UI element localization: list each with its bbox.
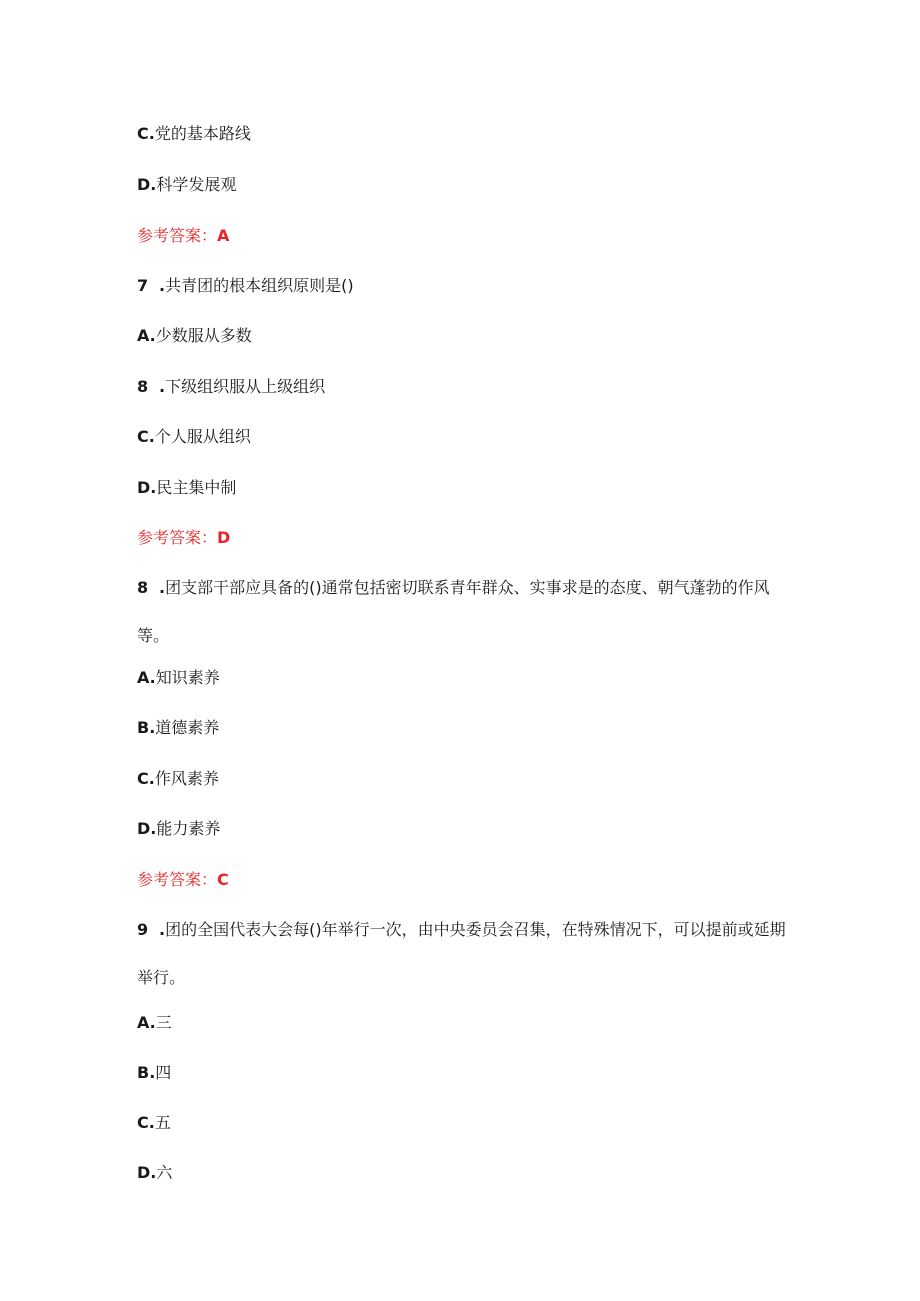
- option-text: 四: [155, 1063, 172, 1082]
- option-b-misnumbered: [137, 375, 325, 399]
- option-text: 五: [154, 1113, 171, 1132]
- option-d: [137, 476, 236, 500]
- option-dot: .: [159, 377, 166, 396]
- option-label: D.: [137, 1163, 157, 1182]
- option-label: C.: [137, 124, 155, 143]
- question-text: 团支部干部应具备的()通常包括密切联系青年群众、实事求是的态度、朝气蓬勃的作风等。: [137, 578, 770, 645]
- option-a: [137, 1011, 172, 1035]
- option-text: 能力素养: [156, 819, 221, 838]
- option-text: 少数服从多数: [155, 326, 252, 345]
- option-label: A.: [137, 1013, 156, 1032]
- question-number: 7: [137, 276, 149, 295]
- option-text: 个人服从组织: [154, 427, 251, 446]
- question-number: 8: [137, 578, 149, 597]
- question-dot: .: [159, 920, 166, 939]
- option-text: 科学发展观: [156, 175, 237, 194]
- option-text: 作风素养: [154, 769, 219, 788]
- answer-prefix: 参考答案：: [137, 528, 218, 547]
- option-b: [137, 716, 219, 740]
- question-text: 共青团的根本组织原则是(): [165, 276, 354, 295]
- option-label: C.: [137, 427, 155, 446]
- option-label: D.: [137, 819, 157, 838]
- answer-prefix: 参考答案：: [137, 870, 218, 889]
- option-label: C.: [137, 769, 155, 788]
- reference-answer: [137, 526, 230, 550]
- option-d: [137, 1161, 172, 1185]
- option-number: 8: [137, 377, 149, 396]
- option-c: [137, 122, 251, 146]
- option-text: 党的基本路线: [154, 124, 251, 143]
- question-dot: .: [159, 276, 166, 295]
- option-text: 六: [156, 1163, 173, 1182]
- option-label: A.: [137, 668, 156, 687]
- option-c: [137, 1111, 171, 1135]
- option-b: [137, 1061, 171, 1085]
- option-label: B.: [137, 718, 156, 737]
- option-text: 三: [155, 1013, 172, 1032]
- option-label: D.: [137, 175, 157, 194]
- option-text: 知识素养: [155, 668, 220, 687]
- option-c: [137, 767, 219, 791]
- answer-value: A: [217, 226, 230, 245]
- option-d: [137, 817, 220, 841]
- answer-prefix: 参考答案：: [137, 226, 218, 245]
- question-number: 9: [137, 920, 149, 939]
- question-text: 团的全国代表大会每()年举行一次，由中央委员会召集，在特殊情况下，可以提前或延期举行。: [137, 920, 786, 987]
- question-7: [137, 274, 354, 298]
- option-a: [137, 324, 252, 348]
- option-label: C.: [137, 1113, 155, 1132]
- option-text: 下级组织服从上级组织: [165, 377, 326, 396]
- reference-answer: [137, 224, 229, 248]
- option-d: [137, 173, 236, 197]
- answer-value: C: [217, 870, 229, 889]
- option-text: 道德素养: [155, 718, 220, 737]
- option-label: D.: [137, 478, 157, 497]
- reference-answer: [137, 868, 229, 892]
- question-9: [137, 906, 787, 1002]
- question-8: [137, 564, 787, 660]
- option-c: [137, 425, 251, 449]
- question-dot: .: [159, 578, 166, 597]
- option-a: [137, 666, 220, 690]
- answer-value: D: [217, 528, 231, 547]
- option-label: A.: [137, 326, 156, 345]
- option-label: B.: [137, 1063, 156, 1082]
- option-text: 民主集中制: [156, 478, 237, 497]
